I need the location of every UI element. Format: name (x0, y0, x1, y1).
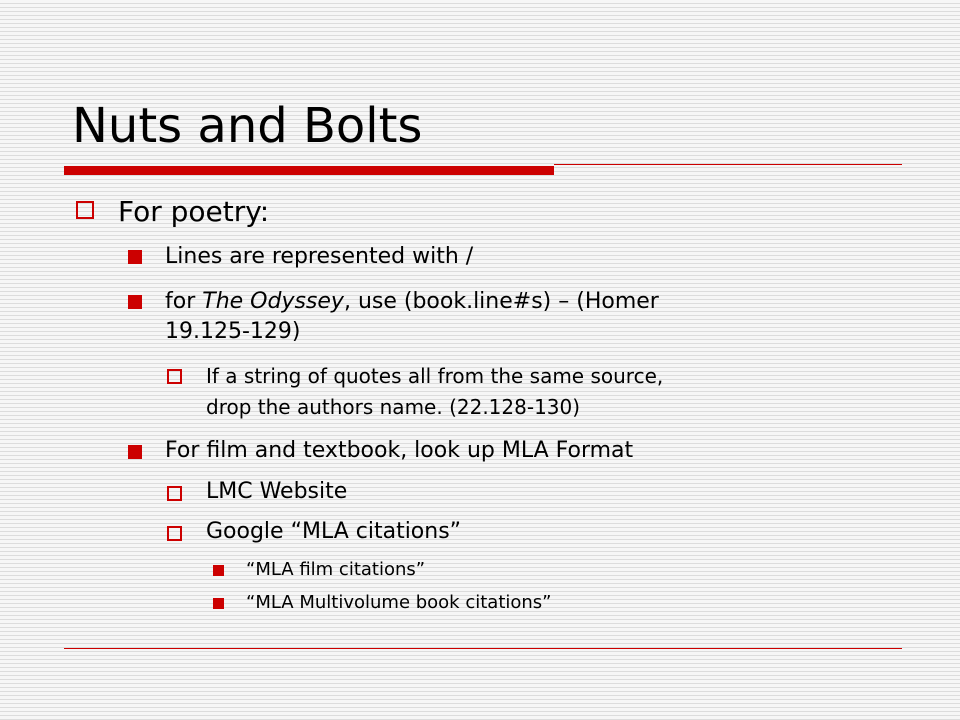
slide-title: Nuts and Bolts (72, 98, 423, 154)
bullet-film-textbook: For film and textbook, look up MLA Format (165, 438, 634, 463)
odyssey-title: The Odyssey (202, 289, 344, 314)
filled-square-bullet-icon (128, 250, 142, 264)
odyssey-prefix: for (165, 289, 203, 314)
hollow-square-bullet-icon (167, 486, 182, 501)
hollow-square-bullet-icon (76, 201, 94, 219)
bullet-for-poetry: For poetry: (118, 195, 270, 228)
title-rule (554, 164, 902, 165)
odyssey-suffix: , use (book.line#s) – (Homer (343, 289, 659, 314)
bullet-odyssey-continued: 19.125-129) (165, 319, 301, 344)
filled-square-bullet-icon (213, 565, 224, 576)
bullet-string-of-quotes: If a string of quotes all from the same source, (206, 364, 664, 388)
filled-square-bullet-icon (213, 598, 224, 609)
bullet-lines-slash: Lines are represented with / (165, 244, 474, 269)
bullet-odyssey (165, 288, 659, 316)
filled-square-bullet-icon (128, 445, 142, 459)
footer-rule (64, 648, 902, 649)
bullet-mla-film: “MLA film citations” (246, 559, 426, 580)
title-accent-bar (64, 166, 554, 175)
bullet-lmc-website: LMC Website (206, 479, 348, 504)
bullet-mla-multivolume: “MLA Multivolume book citations” (246, 592, 552, 613)
bullet-google-mla: Google “MLA citations” (206, 519, 462, 544)
filled-square-bullet-icon (128, 295, 142, 309)
hollow-square-bullet-icon (167, 526, 182, 541)
bullet-string-of-quotes-continued: drop the authors name. (22.128-130) (206, 395, 581, 419)
hollow-square-bullet-icon (167, 369, 182, 384)
